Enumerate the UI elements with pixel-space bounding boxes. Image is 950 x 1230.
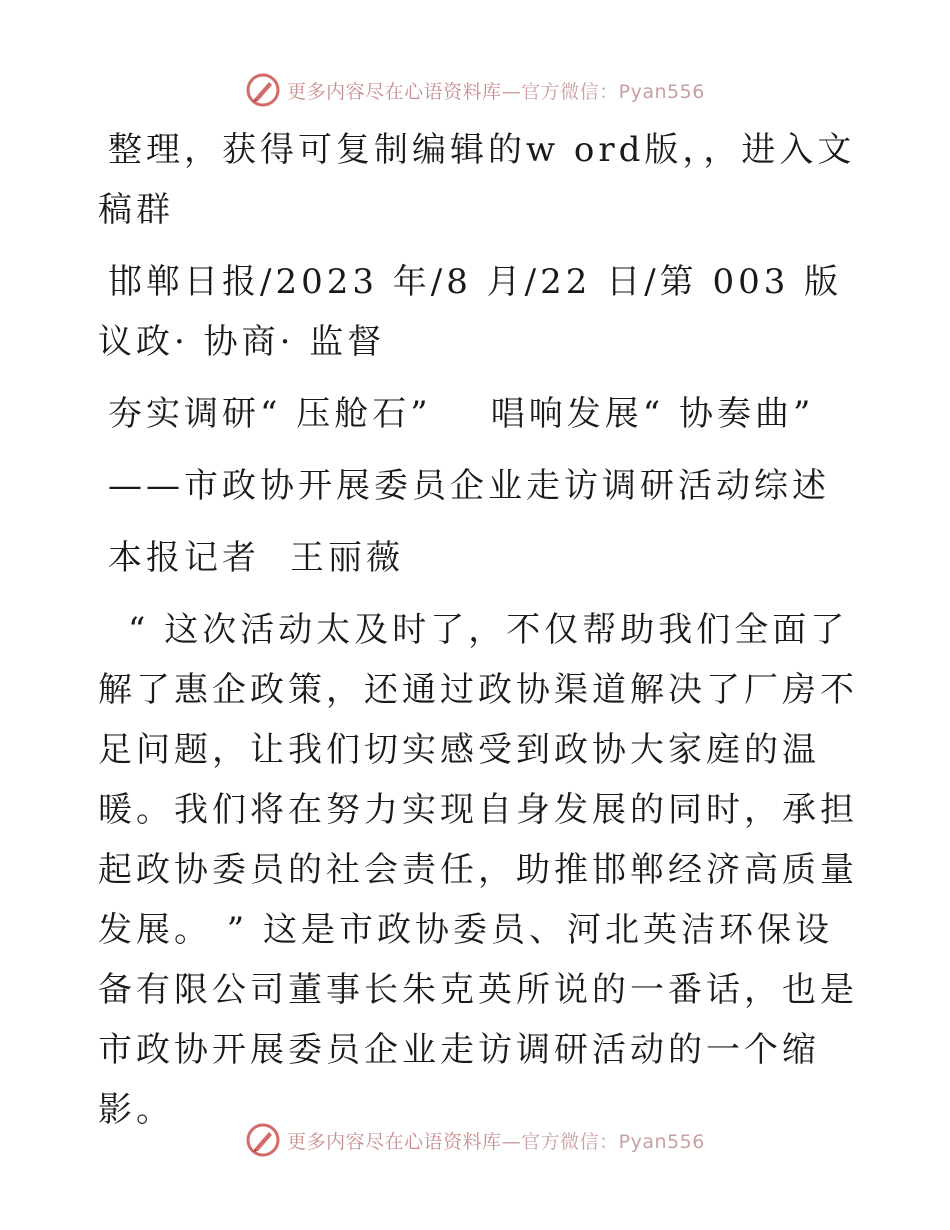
subheadline: ——市政协开展委员企业走访调研活动综述: [108, 466, 830, 506]
byline: [98, 528, 858, 588]
body-paragraph: “ 这次活动太及时了，不仅帮助我们全面了解了惠企政策，还通过政协渠道解决了厂房不足问题，让我们切实感受到政协大家庭的温暖。我们将在努力实现自身发展的同时，承担起政协委员的社会责任，助推邯郸经济高质量发展。 ” 这是市政协委员、河北英洁环保设备有限公司董事长朱克英所说的一番话，也是市政协开展委员企业走访调研活动的一个缩影。: [98, 610, 858, 1130]
intro-line: 整理，获得可复制编辑的w ord版，，进入文稿群: [98, 130, 856, 230]
banner-text: 更多内容尽在心语资料库—官方微信：Pyan556: [287, 1130, 705, 1153]
pen-seal-icon: [245, 72, 281, 108]
pen-seal-icon: [245, 1122, 281, 1158]
byline-role: 本报记者: [108, 538, 260, 578]
byline-name: 王丽薇: [290, 538, 404, 578]
header-banner: [0, 70, 950, 110]
article-content: [98, 120, 858, 1152]
banner-text: 更多内容尽在心语资料库—官方微信：Pyan556: [287, 80, 705, 103]
footer-banner: [0, 1120, 950, 1160]
headline: 夯实调研“ 压舱石” 唱响发展“ 协奏曲”: [108, 394, 815, 434]
source-line: 邯郸日报/2023 年/8 月/22 日/第 003 版议政· 协商· 监督: [98, 262, 843, 362]
